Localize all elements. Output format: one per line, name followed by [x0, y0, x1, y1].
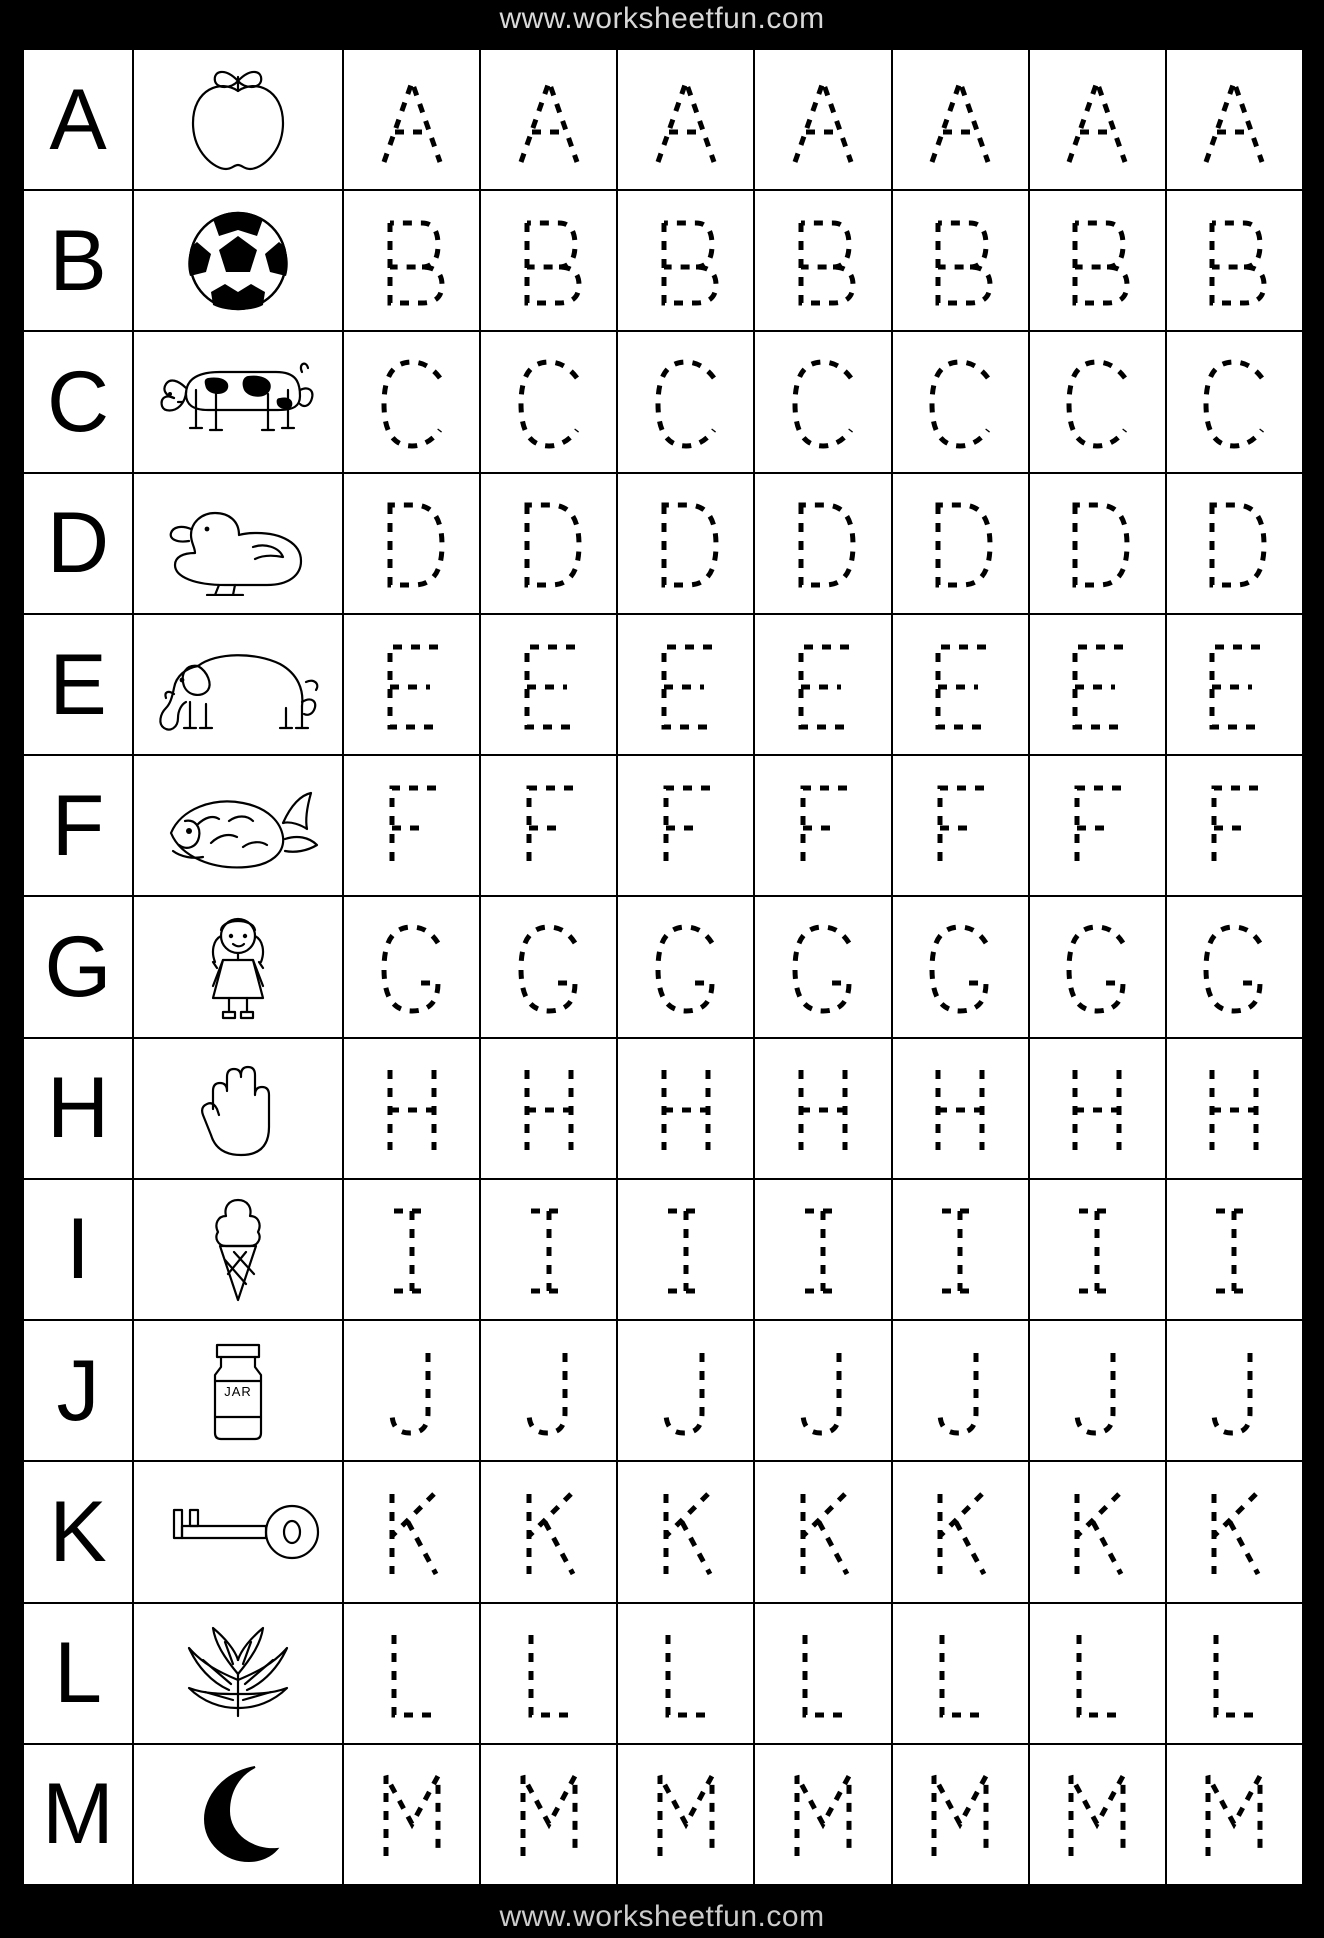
duck-icon	[153, 491, 323, 596]
row-picture-cell	[134, 756, 344, 895]
table-row	[24, 756, 1302, 897]
row-letter: F	[51, 777, 105, 874]
trace-cell[interactable]	[618, 897, 755, 1036]
trace-cell[interactable]	[893, 1604, 1030, 1743]
row-letter: L	[54, 1625, 102, 1722]
row-letter: I	[66, 1201, 90, 1298]
trace-cell[interactable]	[893, 756, 1030, 895]
cow-icon	[148, 350, 328, 455]
row-letter-cell	[24, 615, 134, 754]
trace-cell[interactable]	[481, 1180, 618, 1319]
tracing-area	[344, 1604, 1302, 1743]
trace-cell[interactable]	[618, 1745, 755, 1884]
row-letter-cell	[24, 191, 134, 330]
trace-cell[interactable]	[344, 332, 481, 471]
trace-cell[interactable]	[1030, 1604, 1167, 1743]
row-letter: C	[46, 354, 110, 451]
row-picture-cell	[134, 191, 344, 330]
row-letter-cell	[24, 1180, 134, 1319]
watermark-top: www.worksheetfun.com	[499, 2, 825, 35]
trace-cell[interactable]	[755, 50, 892, 189]
trace-cell[interactable]	[481, 1462, 618, 1601]
trace-cell[interactable]	[1030, 1462, 1167, 1601]
trace-cell[interactable]	[755, 191, 892, 330]
trace-cell[interactable]	[481, 1039, 618, 1178]
trace-cell[interactable]	[1167, 1321, 1302, 1460]
row-letter-cell	[24, 332, 134, 471]
trace-cell[interactable]	[344, 191, 481, 330]
trace-cell[interactable]	[618, 1462, 755, 1601]
trace-cell[interactable]	[1030, 615, 1167, 754]
trace-cell[interactable]	[1167, 474, 1302, 613]
trace-cell[interactable]	[1167, 756, 1302, 895]
row-letter-cell	[24, 1039, 134, 1178]
trace-cell[interactable]	[618, 1604, 755, 1743]
trace-cell[interactable]	[1030, 191, 1167, 330]
tracing-area	[344, 615, 1302, 754]
trace-cell[interactable]	[344, 756, 481, 895]
row-picture-cell	[134, 1745, 344, 1884]
trace-cell[interactable]	[1167, 615, 1302, 754]
trace-cell[interactable]	[1167, 332, 1302, 471]
trace-cell[interactable]	[344, 897, 481, 1036]
row-letter: K	[49, 1483, 107, 1580]
row-letter-cell	[24, 1745, 134, 1884]
trace-cell[interactable]	[481, 50, 618, 189]
row-letter: A	[49, 71, 107, 168]
trace-cell[interactable]	[618, 756, 755, 895]
moon-icon	[183, 1759, 293, 1869]
trace-cell[interactable]	[893, 1745, 1030, 1884]
trace-cell[interactable]	[1167, 50, 1302, 189]
trace-cell[interactable]	[755, 615, 892, 754]
row-letter: E	[49, 636, 107, 733]
trace-cell[interactable]	[481, 474, 618, 613]
table-row	[24, 1604, 1302, 1745]
row-picture-cell	[134, 474, 344, 613]
trace-cell[interactable]	[755, 1604, 892, 1743]
trace-cell[interactable]	[344, 1745, 481, 1884]
trace-cell[interactable]	[618, 474, 755, 613]
trace-cell[interactable]	[893, 1462, 1030, 1601]
trace-cell[interactable]	[755, 1321, 892, 1460]
tracing-area	[344, 756, 1302, 895]
trace-cell[interactable]	[755, 897, 892, 1036]
table-row	[24, 474, 1302, 615]
trace-cell[interactable]	[755, 1745, 892, 1884]
trace-cell[interactable]	[893, 50, 1030, 189]
row-picture-cell	[134, 1180, 344, 1319]
trace-cell[interactable]	[618, 615, 755, 754]
trace-cell[interactable]	[893, 191, 1030, 330]
trace-cell[interactable]	[1030, 1039, 1167, 1178]
trace-cell[interactable]	[755, 756, 892, 895]
table-row	[24, 191, 1302, 332]
trace-cell[interactable]	[1030, 1180, 1167, 1319]
trace-cell[interactable]	[893, 1321, 1030, 1460]
trace-cell[interactable]	[618, 191, 755, 330]
watermark-bottom: www.worksheetfun.com	[499, 1900, 825, 1933]
tracing-area	[344, 1745, 1302, 1884]
trace-cell[interactable]	[481, 1321, 618, 1460]
tracing-area	[344, 191, 1302, 330]
trace-cell[interactable]	[1030, 1745, 1167, 1884]
tracing-area	[344, 50, 1302, 189]
trace-cell[interactable]	[344, 615, 481, 754]
trace-cell[interactable]	[344, 50, 481, 189]
trace-cell[interactable]	[344, 1321, 481, 1460]
row-letter-cell	[24, 1462, 134, 1601]
row-picture-cell	[134, 897, 344, 1036]
apple-icon	[163, 65, 313, 175]
trace-cell[interactable]	[344, 1039, 481, 1178]
trace-cell[interactable]	[755, 332, 892, 471]
row-picture-cell	[134, 1321, 344, 1460]
trace-cell[interactable]	[893, 1180, 1030, 1319]
trace-cell[interactable]	[893, 897, 1030, 1036]
trace-cell[interactable]	[481, 1745, 618, 1884]
trace-cell[interactable]	[1030, 897, 1167, 1036]
trace-cell[interactable]	[1167, 1745, 1302, 1884]
trace-cell[interactable]	[618, 332, 755, 471]
trace-cell[interactable]	[893, 615, 1030, 754]
leaf-icon	[163, 1616, 313, 1731]
trace-cell[interactable]	[893, 1039, 1030, 1178]
row-picture-cell	[134, 1604, 344, 1743]
trace-cell[interactable]	[755, 1462, 892, 1601]
trace-cell[interactable]	[1167, 897, 1302, 1036]
trace-cell[interactable]	[481, 332, 618, 471]
trace-cell[interactable]	[1167, 1180, 1302, 1319]
row-letter-cell	[24, 50, 134, 189]
row-letter-cell	[24, 474, 134, 613]
trace-cell[interactable]	[344, 1604, 481, 1743]
icecream-icon	[198, 1190, 278, 1308]
trace-cell[interactable]	[893, 474, 1030, 613]
trace-cell[interactable]	[1030, 332, 1167, 471]
row-letter: B	[49, 212, 107, 309]
row-letter-cell	[24, 1321, 134, 1460]
row-picture-cell	[134, 615, 344, 754]
trace-cell[interactable]	[1167, 1462, 1302, 1601]
row-letter-cell	[24, 756, 134, 895]
row-letter: J	[56, 1342, 100, 1439]
trace-cell[interactable]	[1030, 756, 1167, 895]
key-icon	[146, 1492, 331, 1572]
trace-cell[interactable]	[481, 1604, 618, 1743]
row-letter: M	[42, 1766, 114, 1863]
trace-cell[interactable]	[344, 474, 481, 613]
row-letter-cell	[24, 1604, 134, 1743]
trace-cell[interactable]	[1030, 1321, 1167, 1460]
table-row	[24, 897, 1302, 1038]
trace-cell[interactable]	[481, 897, 618, 1036]
tracing-area	[344, 1180, 1302, 1319]
trace-cell[interactable]	[893, 332, 1030, 471]
table-row	[24, 1321, 1302, 1462]
table-row	[24, 1180, 1302, 1321]
trace-cell[interactable]	[1167, 1604, 1302, 1743]
tracing-area	[344, 1321, 1302, 1460]
row-picture-cell	[134, 1462, 344, 1601]
trace-cell[interactable]	[344, 1462, 481, 1601]
trace-cell[interactable]	[481, 756, 618, 895]
trace-cell[interactable]	[618, 1039, 755, 1178]
trace-cell[interactable]	[618, 50, 755, 189]
girl-icon	[183, 910, 293, 1025]
trace-cell[interactable]	[618, 1321, 755, 1460]
trace-cell[interactable]	[618, 1180, 755, 1319]
tracing-area	[344, 1039, 1302, 1178]
table-row	[24, 1039, 1302, 1180]
trace-cell[interactable]	[1030, 474, 1167, 613]
row-letter: D	[46, 495, 110, 592]
fish-icon	[151, 773, 326, 878]
row-picture-cell	[134, 332, 344, 471]
table-row	[24, 1745, 1302, 1884]
row-letter: H	[46, 1060, 110, 1157]
trace-cell[interactable]	[481, 191, 618, 330]
trace-cell[interactable]	[755, 474, 892, 613]
ball-icon	[173, 206, 303, 316]
tracing-area	[344, 474, 1302, 613]
trace-cell[interactable]	[1030, 50, 1167, 189]
tracing-area	[344, 332, 1302, 471]
row-letter-cell	[24, 897, 134, 1036]
trace-cell[interactable]	[755, 1180, 892, 1319]
trace-cell[interactable]	[344, 1180, 481, 1319]
row-picture-cell	[134, 1039, 344, 1178]
tracing-area	[344, 1462, 1302, 1601]
hand-icon	[183, 1051, 293, 1166]
table-row	[24, 332, 1302, 473]
table-row	[24, 1462, 1302, 1603]
tracing-area	[344, 897, 1302, 1036]
trace-cell[interactable]	[1167, 191, 1302, 330]
table-row	[24, 615, 1302, 756]
row-letter: G	[44, 919, 112, 1016]
trace-cell[interactable]	[481, 615, 618, 754]
worksheet-grid	[22, 48, 1304, 1886]
row-picture-cell	[134, 50, 344, 189]
table-row	[24, 50, 1302, 191]
trace-cell[interactable]	[1167, 1039, 1302, 1178]
elephant-icon	[146, 632, 331, 737]
jar-label-text: JAR	[224, 1383, 252, 1399]
trace-cell[interactable]	[755, 1039, 892, 1178]
